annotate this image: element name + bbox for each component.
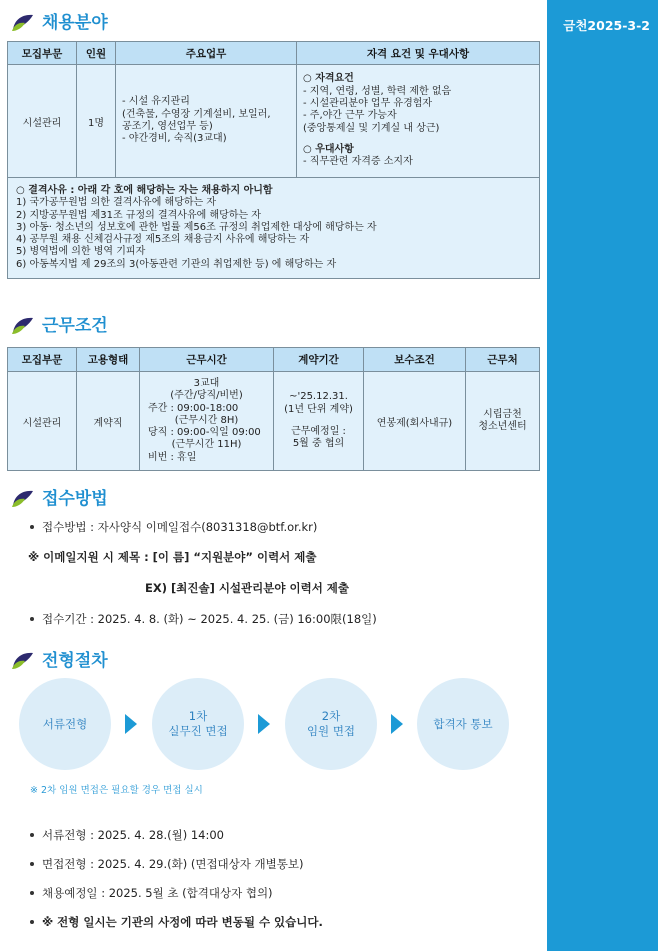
email-note: ※ 이메일지원 시 제목 : [이 름] “지원분야” 이력서 제출 (28, 550, 317, 564)
step-final-notice (417, 678, 509, 770)
bullet-icon (30, 862, 34, 866)
section-title: 접수방법 (42, 489, 108, 509)
contract-line: ~'25.12.31. (289, 391, 348, 403)
step-second-interview (285, 678, 377, 770)
hours-line: (근무시간 8H) (174, 414, 239, 426)
header-cell: 고용형태 (77, 348, 140, 372)
section-header-apply (10, 484, 108, 509)
duty-line: 공조기, 영선업무 등) (122, 121, 213, 132)
step-label: 서류전형 (42, 716, 88, 731)
step-document-screening (19, 678, 111, 770)
document-code: 금천2025-3-2 (563, 18, 650, 33)
field-cell: 시설관리 (8, 372, 77, 471)
header-cell: 계약기간 (274, 348, 364, 372)
step-label: 임원 면접 (306, 724, 356, 738)
step-first-interview (152, 678, 244, 770)
field-cell: 시설관리 (8, 65, 77, 178)
disqualification-cell (8, 178, 540, 279)
header-cell: 모집부문 (8, 348, 77, 372)
header-cell: 보수조건 (364, 348, 466, 372)
bullet-icon (30, 525, 34, 529)
hours-line: 당직 : 09:00-익일 09:00 (148, 427, 261, 439)
final-note-text: ※ 전형 일시는 기관의 사정에 따라 변동될 수 있습니다. (42, 915, 323, 929)
header-cell: 근무시간 (140, 348, 274, 372)
step-label: 합격자 통보 (433, 716, 493, 731)
section-title: 채용분야 (42, 13, 108, 33)
pref-item: - 직무관련 자격증 소지자 (303, 156, 413, 168)
schedule-final-note (30, 914, 323, 930)
header-cell: 주요업무 (116, 42, 297, 65)
header-cell: 모집부문 (8, 42, 77, 65)
apply-method-text: 접수방법 : 자사양식 이메일접수(8031318@btf.or.kr) (42, 520, 318, 534)
hours-line: 비번 : 휴일 (148, 451, 197, 463)
leaf-logo-icon (10, 648, 36, 670)
schedule-item (30, 856, 303, 872)
header-cell: 근무처 (466, 348, 540, 372)
qual-title: ○ 자격요건 (303, 73, 354, 85)
schedule-text: 서류전형 : 2025. 4. 28.(월) 14:00 (42, 828, 224, 842)
header-cell: 자격 요건 및 우대사항 (297, 42, 540, 65)
disq-item: 3) 아동· 청소년의 성보호에 관한 법률 제56조 규정의 취업제한 대상에 해당하는 자 (16, 221, 377, 233)
disq-title: ○ 결격사유 : 아래 각 호에 해당하는 자는 채용하지 아니함 (16, 184, 273, 196)
process-note: ※ 2차 임원 면접은 필요할 경우 면접 실시 (30, 785, 203, 796)
schedule-text: 채용예정일 : 2025. 5월 초 (합격대상자 협의) (42, 886, 273, 900)
schedule-text: 면접전형 : 2025. 4. 29.(화) (면접대상자 개별통보) (42, 857, 304, 871)
duty-line: - 야간경비, 숙직(3교대) (122, 133, 227, 145)
bullet-icon (30, 891, 34, 895)
email-example: EX) [최진솔] 시설관리분야 이력서 제출 (145, 581, 350, 595)
arrow-right-icon (391, 714, 403, 734)
leaf-logo-icon (10, 10, 36, 32)
step-label: 실무진 면접 (168, 724, 228, 738)
disq-item: 2) 지방공무원법 제31조 규정의 결격사유에 해당하는 자 (16, 209, 261, 221)
apply-period (30, 611, 377, 627)
workplace-line: 청소년센터 (478, 421, 527, 432)
pref-title: ○ 우대사항 (303, 143, 354, 155)
disq-item: 4) 공무원 채용 신체검사규정 제5조의 채용금지 사유에 해당하는 자 (16, 234, 310, 246)
conditions-table (7, 347, 540, 471)
qual-item: - 주,야간 근무 가능자 (303, 110, 397, 122)
hours-line: 3교대 (193, 377, 220, 389)
disq-item: 6) 아동복지법 제 29조의 3(아동관련 기관의 취업제한 등) 에 해당하는 자 (16, 258, 337, 270)
employment-cell: 계약직 (77, 372, 140, 471)
leaf-logo-icon (10, 486, 36, 508)
sidebar (547, 0, 658, 951)
qualification-cell (297, 65, 540, 178)
section-header-recruit (10, 8, 108, 33)
duty-line: (건축물, 수영장 기계설비, 보일러, (122, 108, 271, 120)
qual-item: (중앙통제실 및 기계실 내 상근) (303, 122, 440, 134)
section-header-process (10, 646, 108, 671)
duty-line: - 시설 유지관리 (122, 96, 190, 108)
arrow-right-icon (125, 714, 137, 734)
hours-line: 주간 : 09:00-18:00 (148, 402, 239, 414)
salary-cell: 연봉제(회사내규) (364, 372, 466, 471)
apply-method (30, 519, 317, 535)
workplace-cell (466, 372, 540, 471)
hours-line: (주간/당직/비번) (170, 390, 243, 402)
schedule-item (30, 827, 224, 843)
header-cell: 인원 (77, 42, 116, 65)
bullet-icon (30, 617, 34, 621)
count-cell: 1명 (77, 65, 116, 178)
disq-item: 5) 병역법에 의한 병역 기피자 (16, 246, 146, 258)
contract-cell (274, 372, 364, 471)
contract-line: (1년 단위 계약) (284, 403, 353, 415)
step-label: 2차 (321, 709, 341, 723)
bullet-icon (30, 920, 34, 924)
leaf-logo-icon (10, 313, 36, 335)
bullet-icon (30, 833, 34, 837)
hours-cell (140, 372, 274, 471)
workplace-line: 시립금천 (483, 408, 522, 420)
apply-period-text: 접수기간 : 2025. 4. 8. (화) ~ 2025. 4. 25. (금) 16:00限(18일) (42, 612, 377, 626)
duties-cell (116, 65, 297, 178)
arrow-right-icon (258, 714, 270, 734)
hours-line: (근무시간 11H) (171, 439, 242, 451)
disq-item: 1) 국가공무원법 의한 결격사유에 해당하는 자 (16, 197, 217, 209)
qual-item: - 지역, 연령, 성별, 학력 제한 없음 (303, 85, 452, 97)
recruit-table (7, 41, 540, 279)
section-title: 근무조건 (42, 316, 108, 336)
section-title: 전형절차 (42, 651, 108, 671)
section-header-conditions (10, 311, 108, 336)
contract-line: 5월 중 협의 (292, 438, 345, 450)
schedule-item (30, 885, 273, 901)
step-label: 1차 (188, 709, 208, 723)
qual-item: - 시설관리분야 업무 유경험자 (303, 98, 433, 110)
contract-line: 근무예정일 : (291, 426, 346, 437)
